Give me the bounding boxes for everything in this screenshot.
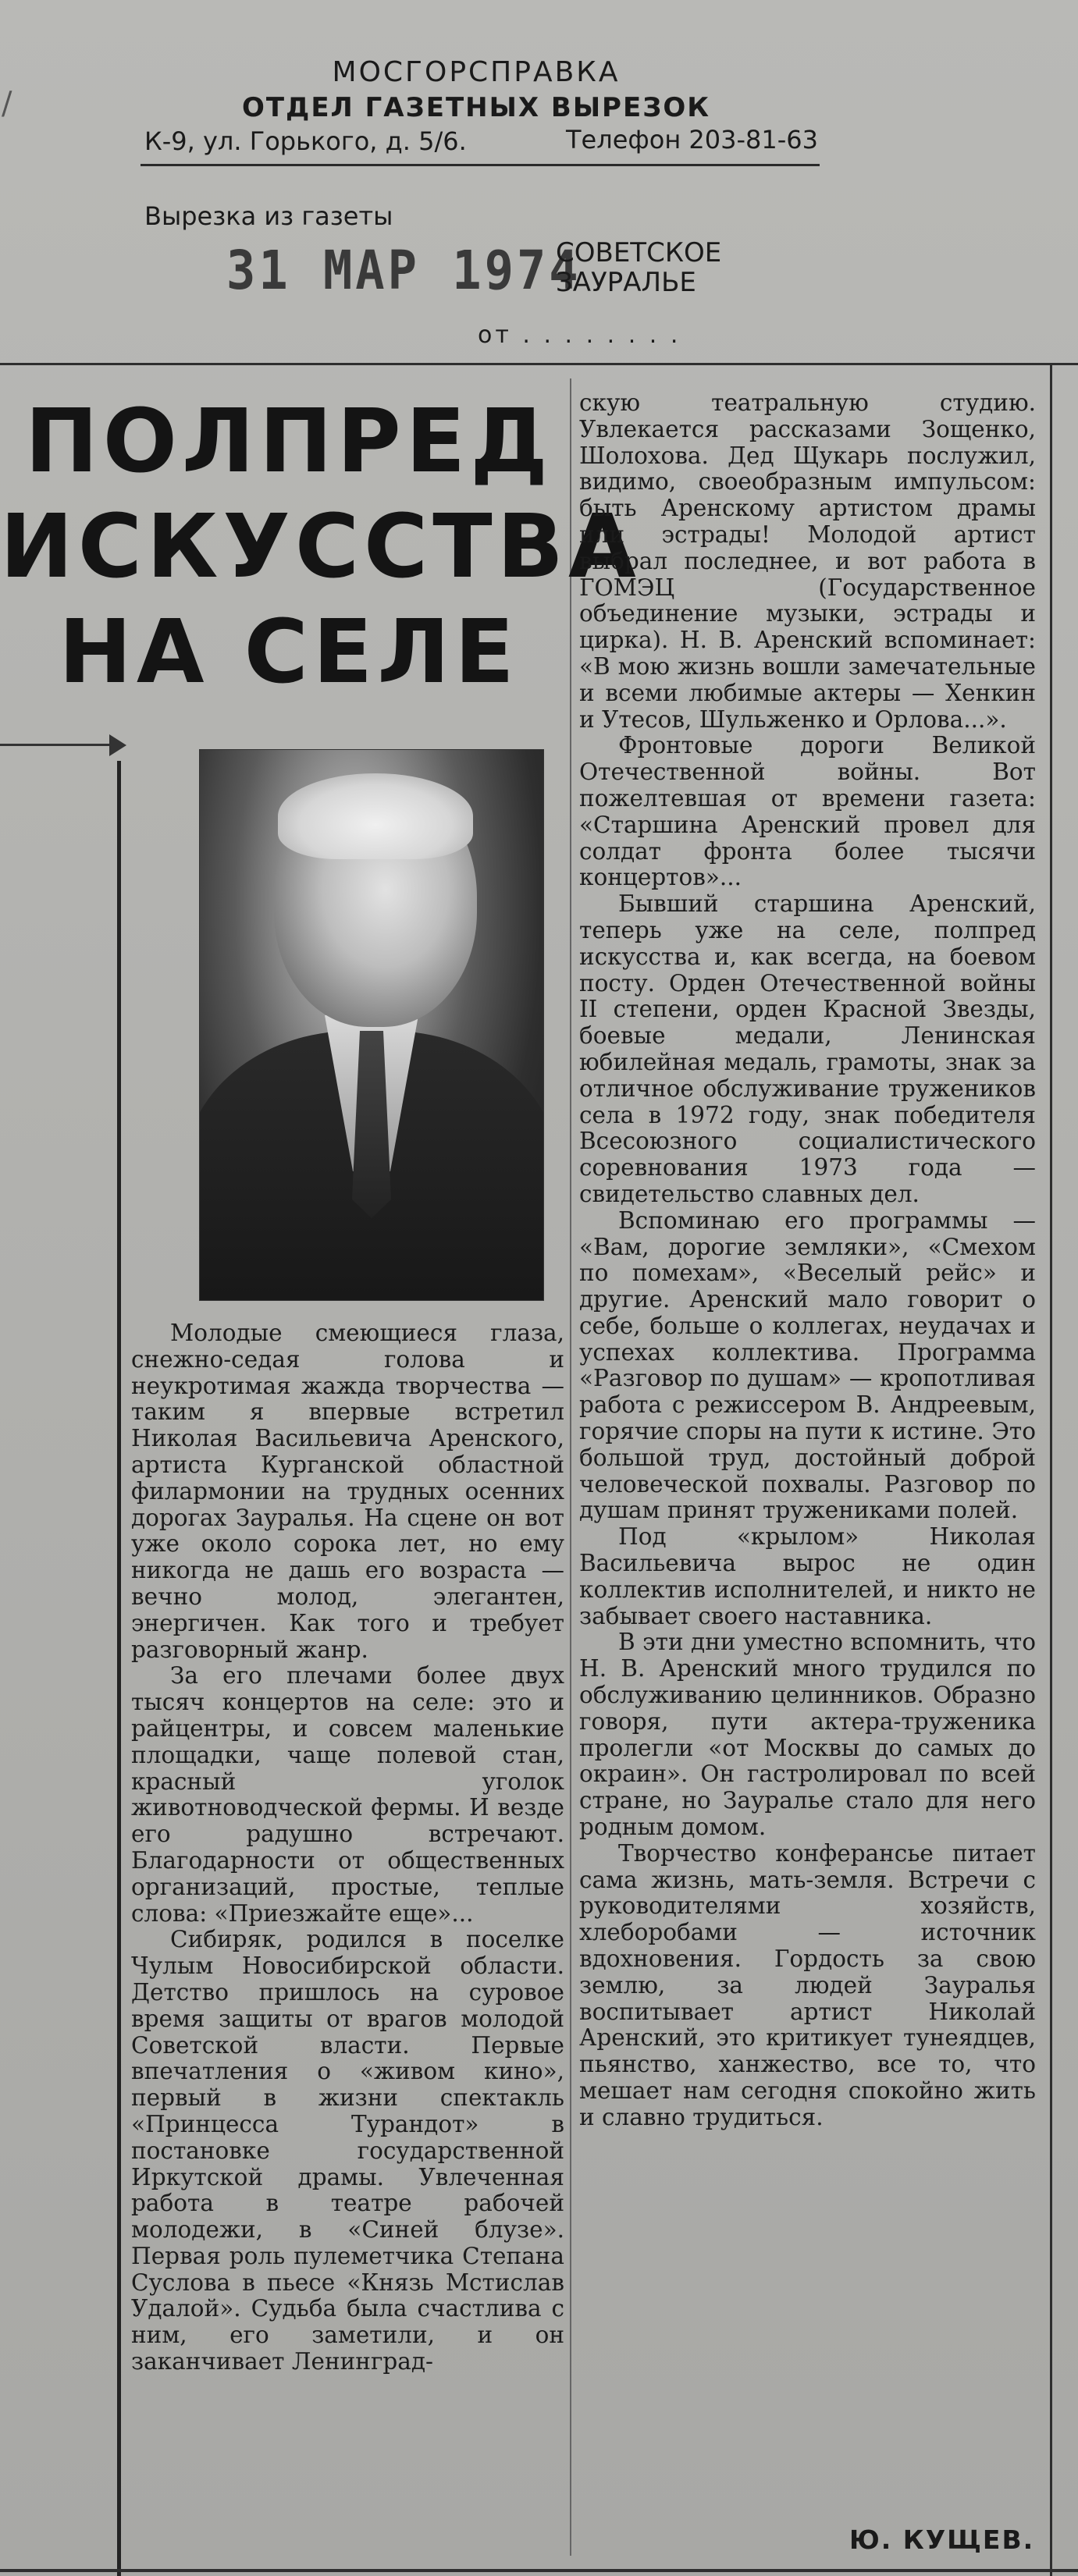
agency-phone: Телефон 203-81-63 <box>566 125 819 155</box>
right-paragraph-1: скую театральную студию. Увлекается рассказами Зощенко, Шолохова. Дед Щукарь послужил, видимо, своеобразным импульсом: быть Аренскому артистом драмы или эстрады! Молодой артист выбрал последнее, и вот работа в ГОМЭЦ (Государственное объединение музыки, эстрады и цирка). Н. В. Аренский вспоминает: «В мою жизнь вошли замечательные и всеми любимые актеры — Хенкин и Утесов, Шульженко и Орлова...». <box>579 389 1036 733</box>
clipping-right-border <box>1050 363 1052 2576</box>
header-rule <box>141 164 820 166</box>
agency-address: К-9, ул. Горького, д. 5/6. <box>144 126 467 156</box>
right-paragraph-5: Под «крылом» Николая Васильевича вырос не один коллектив исполнителей, и никто не забывает своего наставника. <box>579 1523 1036 1629</box>
column-divider <box>570 378 571 2556</box>
portrait-photo <box>199 749 544 1301</box>
right-paragraph-3: Бывший старшина Аренский, теперь уже на селе, полпред искусства и, как всегда, на боевом посту. Орден Отечественной войны II степени, орден Красной Звезды, боевые медали, Ленинская юбилейная медаль, грамоты, знак за отличное обслуживание тружеников села в 1972 году, знак победителя Всесоюзного социалистического соревнования 1973 года — свидетельство славных дел. <box>579 890 1036 1207</box>
right-paragraph-6: В эти дни уместно вспомнить, что Н. В. Аренский много трудился по обслуживанию целинников. Образно говоря, пути актера-труженика пролегли «от Москвы до самых до окраин». Он гастролировал по всей стране, но Зауралье стало для него родным домом. <box>579 1629 1036 1841</box>
right-paragraph-4: Вспоминаю его программы — «Вам, дорогие земляки», «Смехом по помехам», «Веселый рейс» и другие. Аренский мало говорит о себе, больше о коллегах, неудачах и успехах коллектива. Программа «Разговор по душам» — кропотливая работа с режиссером В. Андреевым, горячие споры на пути к истине. Это большой труд, достойный доброй человеческой похвалы. Разговор по душам принят тружениками полей. <box>579 1206 1036 1524</box>
portrait-hair <box>278 773 473 859</box>
right-paragraph-2: Фронтовые дороги Великой Отечественной войны. Вот пожелтевшая от времени газета: «Старшина Аренский провел для солдат фронта более тысячи концертов»... <box>579 732 1036 891</box>
headline-line-1: ПОЛПРЕД <box>24 391 553 492</box>
newspaper-name <box>556 238 721 297</box>
edge-ink-mark: / <box>2 86 12 122</box>
department-name: ОТДЕЛ ГАЗЕТНЫХ ВЫРЕЗОК <box>241 92 711 123</box>
clip-date-stamp: 31 МАР 1974 <box>226 239 582 302</box>
article-right-column <box>579 390 1036 2131</box>
newspaper-name-line-1: СОВЕТСКОЕ <box>556 237 722 268</box>
left-column-rule <box>117 761 121 2576</box>
pointer-line <box>0 744 117 746</box>
right-paragraph-7: Творчество конферансье питает сама жизнь, мать-земля. Встречи с руководителями хозяйств, хлеборобами — источник вдохновения. Гордость за свою землю, за людей Зауралья воспитывает артист Николай Аренский, это критикует тунеядцев, пьянство, ханжество, все то, что мешает нам сегодня спокойно жить и славно трудиться. <box>579 1839 1036 2130</box>
left-paragraph-1: Молодые смеющиеся глаза, снежно-седая голова и неукротимая жажда творчества — таким я впервые встретил Николая Васильевича Аренского, артиста Курганской областной филармонии на трудных осенних дорогах Зауралья. На сцене он вот уже около сорока лет, но ему никогда не дашь его возраста — вечно молод, элегантен, энергичен. Как того и требует разговорный жанр. <box>131 1320 564 1663</box>
headline-line-2: ИСКУССТВА <box>0 496 641 598</box>
headline-line-3: НА СЕЛЕ <box>59 602 519 703</box>
from-label: от . . . . . . . . <box>478 322 681 349</box>
agency-name: МОСГОРСПРАВКА <box>332 56 621 88</box>
clipping-bottom-border <box>0 2569 1078 2572</box>
clipping-top-border <box>0 363 1078 365</box>
left-paragraph-2: За его плечами более двух тысяч концертов на селе: это и райцентры, и совсем маленькие площадки, чаще полевой стан, красный уголок животноводческой фермы. И везде его радушно встречают. Благодарности от общественных организаций, простые, теплые слова: «Приезжайте еще»... <box>131 1662 564 1927</box>
left-paragraph-3: Сибиряк, родился в поселке Чулым Новосибирской области. Детство пришлось на суровое время защиты от врагов молодой Советской власти. Первые впечатления о «живом кино», первый в жизни спектакль «Принцесса Турандот» в постановке государственной Иркутской драмы. Увлеченная работа в театре рабочей молодежи, в «Синей блузе». Первая роль пулеметчика Степана Суслова в пьесе «Князь Мстислав Удалой». Судьба была счастлива с ним, его заметили, и он заканчивает Ленинград- <box>131 1926 564 2375</box>
arrow-right-icon <box>109 734 126 756</box>
clip-label: Вырезка из газеты <box>144 201 393 231</box>
article-author: Ю. КУЩЕВ. <box>849 2524 1035 2555</box>
newspaper-name-line-2: ЗАУРАЛЬЕ <box>556 267 696 298</box>
article-left-column <box>131 1320 564 2375</box>
